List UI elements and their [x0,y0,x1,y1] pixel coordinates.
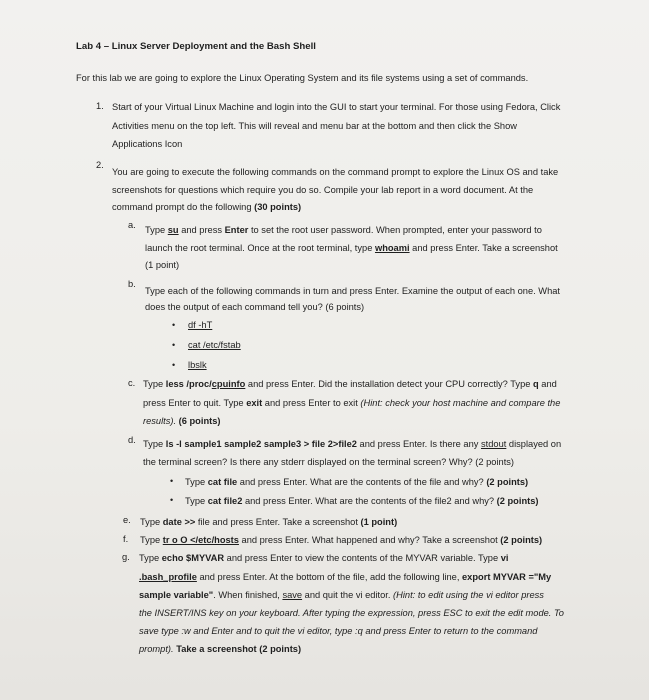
command-df: df -hT [188,320,213,330]
command-lsblk: lbslk [188,360,207,370]
item-d-letter: d. [128,435,136,445]
doc-title: Lab 4 – Linux Server Deployment and the Bash Shell [76,41,316,52]
item-2-line-1: You are going to execute the following commands on the command prompt to explore the Linux OS and take [112,167,559,177]
item-g-line-3: sample variable". When finished, save and quit the vi editor. (Hint: to edit using the vi editor press [139,590,544,600]
item-b-letter: b. [128,279,136,289]
bullet-dot: • [172,340,176,350]
item-1-line-1: Start of your Virtual Linux Machine and login into the GUI to start your terminal. For those using Fedora, Click [112,102,561,112]
item-f-letter: f. [123,534,129,544]
item-1-line-3: Applications Icon [112,139,183,149]
bullet-dot: • [170,476,174,486]
item-1-line-2: Activities menu on the top left. This will reveal and menu bar at the bottom and then click the Show [112,121,517,131]
item-a-line-1: Type su and press Enter to set the root user password. When prompted, enter your password to [145,225,542,235]
item-g-line-1: Type echo $MYVAR and press Enter to view the contents of the MYVAR variable. Type vi [139,553,509,563]
item-d-line-2: the terminal screen? Is there any stderr displayed on the terminal screen? Why? (2 points) [143,457,515,467]
item-b-line-1: Type each of the following commands in turn and press Enter. Examine the output of each one. What [145,286,560,296]
item-d-line-1: Type ls -l sample1 sample2 sample3 > file 2>file2 and press Enter. Is there any stdout displayed on [143,439,562,449]
item-f-line-1: Type tr o O </etc/hosts and press Enter. What happened and why? Take a screenshot (2 points) [140,535,543,545]
command-cat-fstab: cat /etc/fstab [188,340,241,350]
item-g-line-4: the INSERT/INS key on your keyboard. After typing the expression, press ESC to exit the edit mode. To [139,608,564,618]
item-g-line-2: .bash_profile and press Enter. At the bottom of the file, add the following line, export MYVAR ="My [139,572,552,582]
bullet-dot: • [172,360,176,370]
item-c-line-3: results). (6 points) [143,416,221,426]
item-c-letter: c. [128,378,136,388]
item-c-line-2: press Enter to quit. Type exit and press Enter to exit (Hint: check your host machine and compare the [143,398,561,408]
item-g-letter: g. [122,552,130,562]
bullet-dot: • [172,320,176,330]
item-1-number: 1. [96,101,104,111]
item-g-line-5: save type :w and Enter and to quit the vi editor, type :q and press Enter to return to the command [139,626,538,636]
item-d-bullet-2: Type cat file2 and press Enter. What are the contents of the file2 and why? (2 points) [185,496,539,506]
item-d-bullet-1: Type cat file and press Enter. What are the contents of the file and why? (2 points) [185,477,529,487]
item-b-line-2: does the output of each command tell you? (6 points) [145,302,365,312]
item-e-line-1: Type date >> file and press Enter. Take a screenshot (1 point) [140,517,398,527]
item-a-line-2: launch the root terminal. Once at the root terminal, type whoami and press Enter. Take a screenshot [145,243,558,253]
item-a-letter: a. [128,220,136,230]
item-e-letter: e. [123,515,131,525]
item-a-line-3: (1 point) [145,260,180,270]
item-g-line-6: prompt). Take a screenshot (2 points) [139,644,302,654]
item-2-number: 2. [96,160,104,170]
item-2-line-3: command prompt do the following (30 points) [112,202,302,212]
item-c-line-1: Type less /proc/cpuinfo and press Enter. Did the installation detect your CPU correctly? Type q and [143,379,557,389]
item-2-line-2: screenshots for questions which require you do so. Compile your lab report in a word document. At the [112,185,534,195]
intro-paragraph: For this lab we are going to explore the Linux Operating System and its file systems using a set of commands. [76,73,529,83]
bullet-dot: • [170,495,174,505]
